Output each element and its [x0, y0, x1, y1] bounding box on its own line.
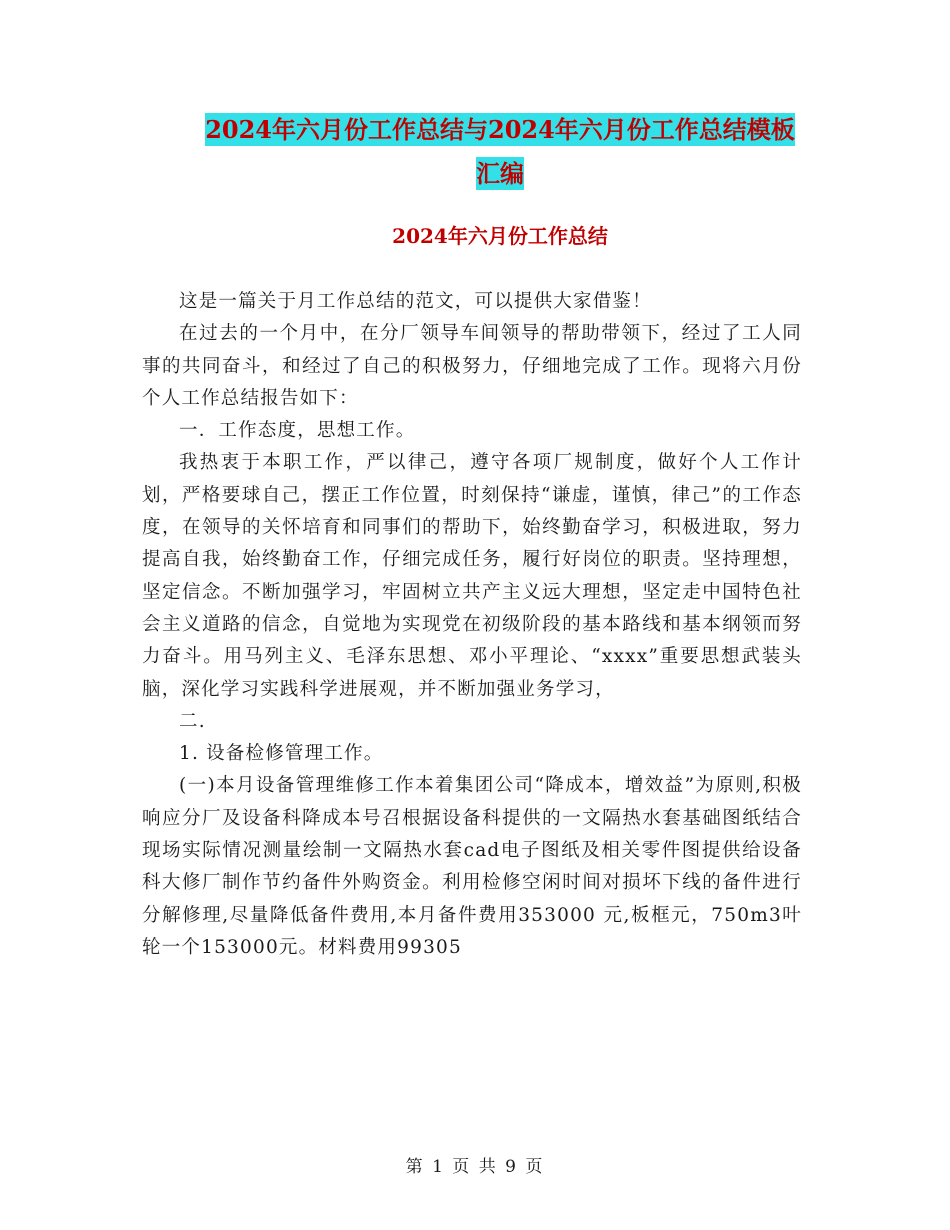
document-title: [140, 108, 860, 196]
document-body: [142, 286, 802, 964]
heading-equipment-maintenance: 1. 设备检修管理工作。: [179, 743, 384, 765]
title-line-1: 2024年六月份工作总结与2024年六月份工作总结模板: [205, 115, 795, 144]
heading-section-two: 二.: [179, 710, 206, 732]
paragraph-intro: 这是一篇关于月工作总结的范文，可以提供大家借鉴！: [179, 291, 652, 312]
paragraph-overview: 在过去的一个月中，在分厂领导车间领导的帮助带领下，经过了工人同事的共同奋斗，和经过了自己的积极努力，仔细地完成了工作。现将六月份个人工作总结报告如下：: [142, 323, 802, 409]
section-title: 2024年六月份工作总结: [392, 224, 608, 248]
title-line-2: 汇编: [476, 159, 524, 188]
heading-work-attitude: 一．工作态度，思想工作。: [179, 420, 416, 442]
paragraph-work-attitude: 我热衷于本职工作，严以律己，遵守各项厂规制度，做好个人工作计划，严格要球自己，摆正工作位置，时刻保持“谦虚，谨慎，律己”的工作态度，在领导的关怀培育和同事们的帮助下，始终勤奋学习，积极进取，努力提高自我，始终勤奋工作，仔细完成任务，履行好岗位的职责。坚持理想，坚定信念。不断加强学习，牢固树立共产主义远大理想，坚定走中国特色社会主义道路的信念，自觉地为实现党在初级阶段的基本路线和基本纲领而努力奋斗。用马列主义、毛泽东思想、邓小平理论、“xxxx”重要思想武装头脑，深化学习实践科学进展观，并不断加强业务学习，: [142, 452, 802, 700]
page-number: 第 1 页 共 9 页: [405, 1157, 545, 1177]
paragraph-equipment-maintenance: (一)本月设备管理维修工作本着集团公司“降成本，增效益”为原则,积极响应分厂及设备科降成本号召根据设备科提供的一文隔热水套基础图纸结合现场实际情况测量绘制一文隔热水套cad电子图纸及相关零件图提供给设备科大修厂制作节约备件外购资金。利用检修空闲时间对损坏下线的备件进行分解修理,尽量降低备件费用,本月备件费用353000 元,板框元，750m3叶轮一个153000元。材料费用99305: [142, 775, 802, 958]
